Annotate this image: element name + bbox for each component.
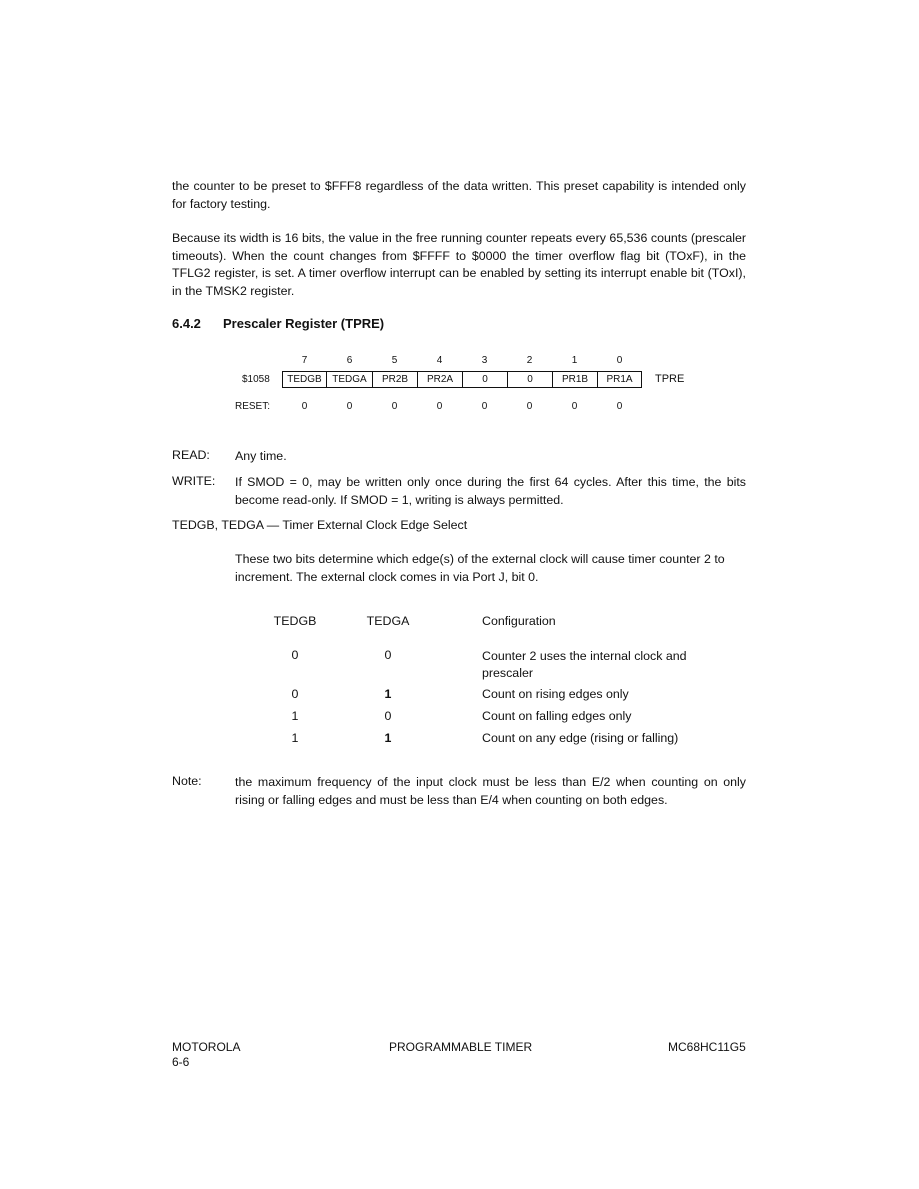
bit-field: PR2A bbox=[417, 371, 462, 388]
table-header-tedga: TEDGA bbox=[366, 614, 410, 628]
table-cell-tedgb: 0 bbox=[291, 687, 299, 701]
reset-value: 0 bbox=[616, 401, 623, 412]
table-cell-tedgb: 0 bbox=[291, 648, 299, 662]
footer-right: MC68HC11G5 bbox=[668, 1040, 746, 1054]
write-label: WRITE: bbox=[172, 474, 216, 488]
footer-center: PROGRAMMABLE TIMER bbox=[389, 1040, 533, 1054]
reset-value: 0 bbox=[301, 401, 308, 412]
table-cell-configuration: Count on falling edges only bbox=[482, 709, 632, 723]
table-header-configuration: Configuration bbox=[482, 614, 556, 628]
reset-value: 0 bbox=[526, 401, 533, 412]
reset-value: 0 bbox=[346, 401, 353, 412]
table-header-tedgb: TEDGB bbox=[273, 614, 317, 628]
bit-field: TEDGB bbox=[282, 371, 326, 388]
reset-value: 0 bbox=[391, 401, 398, 412]
bit-number: 7 bbox=[301, 355, 308, 366]
footer-page-number: 6-6 bbox=[172, 1055, 190, 1069]
register-bit-fields bbox=[282, 371, 642, 388]
bit-field: PR1A bbox=[597, 371, 642, 388]
bit-number: 1 bbox=[571, 355, 578, 366]
table-cell-tedga: 0 bbox=[384, 709, 392, 723]
bit-description-text: These two bits determine which edge(s) of the external clock will cause timer counter 2 to increment. The external clock comes in via Port J, bit 0. bbox=[235, 552, 725, 584]
table-cell-tedga: 1 bbox=[384, 731, 392, 745]
bit-field: 0 bbox=[507, 371, 552, 388]
section-title: Prescaler Register (TPRE) bbox=[223, 316, 385, 331]
reset-value: 0 bbox=[436, 401, 443, 412]
read-text: Any time. bbox=[235, 449, 287, 463]
intro-paragraph: the counter to be preset to $FFF8 regardless of the data written. This preset capability is intended only for factory testing. bbox=[172, 179, 746, 211]
table-cell-tedga: 0 bbox=[384, 648, 392, 662]
table-cell-tedga: 1 bbox=[384, 687, 392, 701]
table-cell-configuration: Count on rising edges only bbox=[482, 687, 629, 701]
footer-left: MOTOROLA bbox=[172, 1040, 241, 1054]
bit-number: 6 bbox=[346, 355, 353, 366]
bit-description-title: TEDGB, TEDGA — Timer External Clock Edge Select bbox=[172, 518, 468, 532]
reset-value: 0 bbox=[481, 401, 488, 412]
bit-number: 5 bbox=[391, 355, 398, 366]
table-cell-tedgb: 1 bbox=[291, 709, 299, 723]
bit-number: 2 bbox=[526, 355, 533, 366]
read-label: READ: bbox=[172, 448, 210, 462]
bit-field: TEDGA bbox=[326, 371, 372, 388]
bit-number-row bbox=[282, 355, 642, 366]
register-address: $1058 bbox=[242, 374, 270, 385]
section-number: 6.4.2 bbox=[172, 316, 201, 331]
bit-field: PR2B bbox=[372, 371, 417, 388]
bit-number: 4 bbox=[436, 355, 443, 366]
table-cell-configuration: Counter 2 uses the internal clock and prescaler bbox=[482, 649, 687, 680]
reset-value: 0 bbox=[571, 401, 578, 412]
register-name: TPRE bbox=[655, 373, 685, 385]
bit-number: 3 bbox=[481, 355, 488, 366]
reset-label: RESET: bbox=[235, 401, 271, 412]
write-text: If SMOD = 0, may be written only once during the first 64 cycles. After this time, the bits become read-only. If SMOD = 1, writing is always permitted. bbox=[235, 475, 746, 507]
reset-value-row bbox=[282, 401, 642, 412]
table-cell-configuration: Count on any edge (rising or falling) bbox=[482, 731, 679, 745]
overflow-paragraph: Because its width is 16 bits, the value in the free running counter repeats every 65,536 counts (prescaler timeouts). When the count changes from $FFFF to $0000 the timer overflow flag bit (TOxF), in the TFLG2 register, is set. A timer overflow interrupt can be enabled by setting its interrupt enable bit (TOxI), in the TMSK2 register. bbox=[172, 231, 746, 298]
bit-field: PR1B bbox=[552, 371, 597, 388]
table-cell-tedgb: 1 bbox=[291, 731, 299, 745]
bit-field: 0 bbox=[462, 371, 507, 388]
note-label: Note: bbox=[172, 774, 202, 788]
bit-number: 0 bbox=[616, 355, 623, 366]
note-text: the maximum frequency of the input clock must be less than E/2 when counting on only rising or falling edges and must be less than E/4 when counting on both edges. bbox=[235, 775, 746, 807]
